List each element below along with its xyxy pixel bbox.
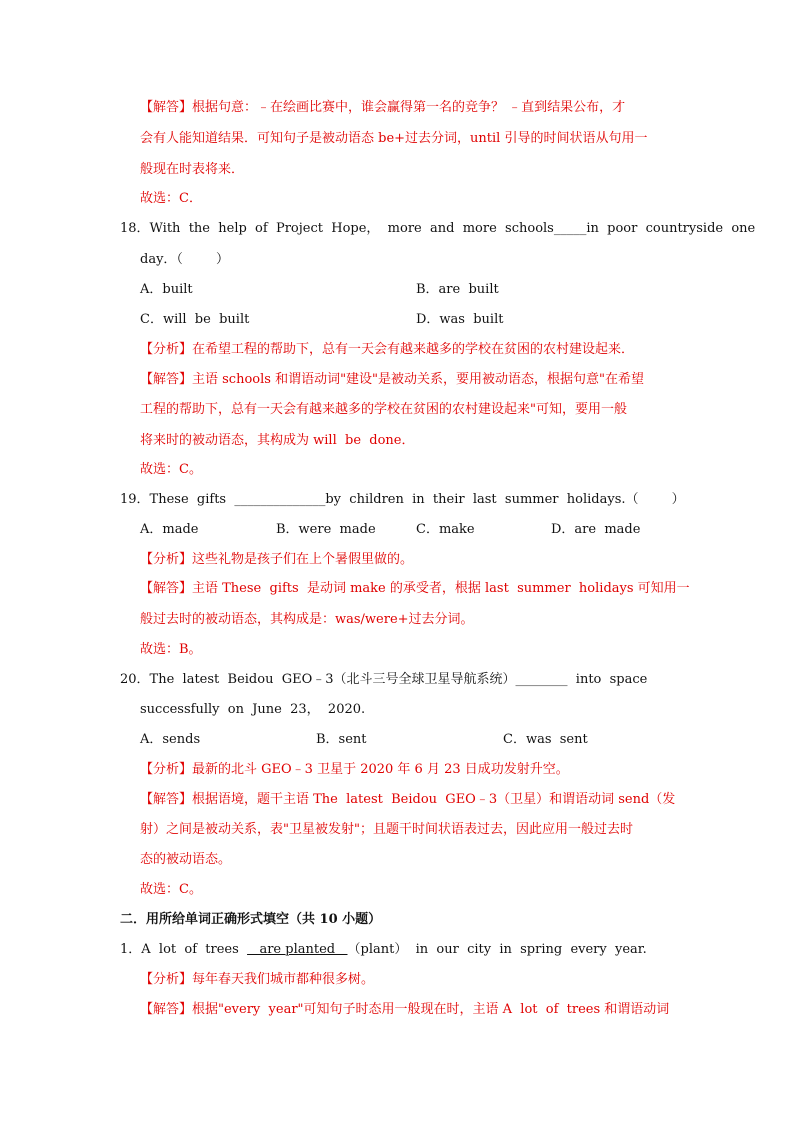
- q18-option-b: B．are built: [416, 282, 499, 297]
- q18-answer-line-2: 工程的帮助下，总有一天会有越来越多的学校在贫困的农村建设起来"可知，要用一般: [140, 402, 627, 417]
- q18-stem-line-1: 18．With the help of Project Hope， more and more schools_____in poor countryside one: [120, 221, 756, 236]
- q17-answer-line-1: 【解答】根据句意：﹣在绘画比赛中，谁会赢得第一名的竞争？ ﹣直到结果公布，才: [140, 100, 626, 115]
- q19-option-d: D．are made: [551, 522, 641, 537]
- q18-option-c: C．will be built: [140, 312, 250, 327]
- q18-answer-line-1: 【解答】主语 schools 和谓语动词"建设"是被动关系，要用被动语态，根据句意"在希望: [140, 372, 645, 387]
- q17-answer-line-3: 般现在时表将来．: [140, 162, 245, 177]
- q18-answer-line-3: 将来时的被动语态，其构成为 will be done．: [140, 433, 415, 448]
- s2-q1-filled-blank: are planted: [247, 942, 348, 957]
- s2-q1-stem-end: （plant） in our city in spring every year.: [347, 942, 647, 957]
- q18-analysis: 【分析】在希望工程的帮助下，总有一天会有越来越多的学校在贫困的农村建设起来．: [140, 342, 635, 357]
- q19-answer-line-1: 【解答】主语 These gifts 是动词 make 的承受者，根据 last summer holidays 可知用一: [140, 581, 690, 596]
- q20-stem-line-1: 20．The latest Beidou GEO﹣3（北斗三号全球卫星导航系统）________ into space: [120, 672, 648, 687]
- q20-choice: 故选：C。: [140, 882, 202, 897]
- q20-option-a: A．sends: [140, 732, 201, 747]
- q19-choice: 故选：B。: [140, 642, 202, 657]
- section-2-heading: 二．用所给单词正确形式填空（共 10 小题）: [120, 912, 382, 927]
- s2-q1-analysis: 【分析】每年春天我们城市都种很多树。: [140, 972, 375, 987]
- q18-option-a: A．built: [140, 282, 193, 297]
- q20-analysis: 【分析】最新的北斗 GEO﹣3 卫星于 2020 年 6 月 23 日成功发射升空。: [140, 762, 569, 777]
- q19-answer-line-2: 般过去时的被动语态，其构成是：was/were+过去分词。: [140, 612, 474, 627]
- q19-analysis: 【分析】这些礼物是孩子们在上个暑假里做的。: [140, 552, 414, 567]
- q17-choice: 故选：C．: [140, 191, 202, 206]
- q18-option-d: D．was built: [416, 312, 504, 327]
- s2-q1-answer-line-1: 【解答】根据"every year"可知句子时态用一般现在时，主语 A lot of trees 和谓语动词: [140, 1002, 670, 1017]
- q20-option-c: C．was sent: [503, 732, 588, 747]
- q19-option-c: C．make: [416, 522, 475, 537]
- q19-option-b: B．were made: [276, 522, 376, 537]
- q18-stem-line-2: day．（ ）: [140, 252, 229, 267]
- q20-option-b: B．sent: [316, 732, 367, 747]
- q20-answer-line-3: 态的被动语态。: [140, 852, 232, 867]
- q20-answer-line-2: 射）之间是被动关系，表"卫星被发射"；且题干时间状语表过去，因此应用一般过去时: [140, 822, 633, 837]
- q19-option-a: A．made: [140, 522, 199, 537]
- q18-choice: 故选：C。: [140, 462, 202, 477]
- s2-q1-stem-start: 1．A lot of trees: [120, 942, 248, 957]
- q17-answer-line-2: 会有人能知道结果．可知句子是被动语态 be+过去分词，until 引导的时间状语从句用一: [140, 131, 648, 146]
- s2-q1-stem: [120, 941, 647, 959]
- q20-answer-line-1: 【解答】根据语境，题干主语 The latest Beidou GEO﹣3（卫星）和谓语动词 send（发: [140, 792, 676, 807]
- q19-stem: 19．These gifts ______________by children in their last summer holidays.（ ）: [120, 492, 685, 507]
- q20-stem-line-2: successfully on June 23， 2020.: [140, 702, 366, 717]
